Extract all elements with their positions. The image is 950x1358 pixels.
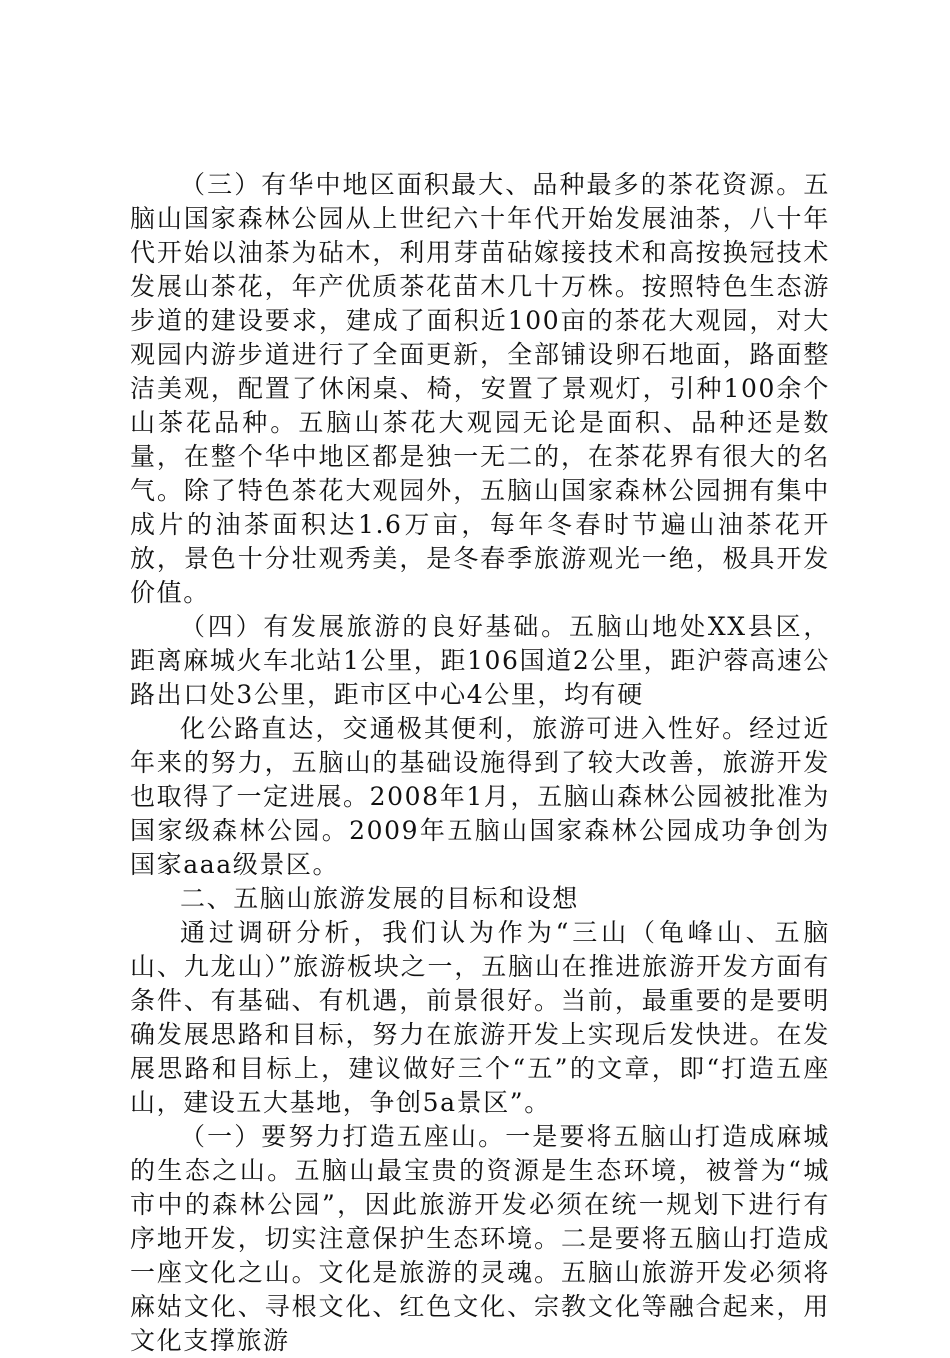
paragraph-tea-resources: （三）有华中地区面积最大、品种最多的茶花资源。五脑山国家森林公园从上世纪六十年代开始发展油茶，八十年代开始以油茶为砧木，利用芽苗砧嫁接技术和高按换冠技术发展山茶花，年产优质茶花苗木几十万株。按照特色生态游步道的建设要求，建成了面积近100亩的茶花大观园，对大观园内游步道进行了全面更新，全部铺设卵石地面，路面整洁美观，配置了休闲桌、椅，安置了景观灯，引种100余个山茶花品种。五脑山茶花大观园无论是面积、品种还是数量，在整个华中地区都是独一无二的，在茶花界有很大的名气。除了特色茶花大观园外，五脑山国家森林公园拥有集中成片的油茶面积达1.6万亩，每年冬春时节遍山油茶花开放，景色十分壮观秀美，是冬春季旅游观光一绝，极具开发价值。	[130, 170, 830, 607]
paragraph-goals: 通过调研分析，我们认为作为“三山（龟峰山、五脑山、九龙山）”旅游板块之一，五脑山在推进旅游开发方面有条件、有基础、有机遇，前景很好。当前，最重要的是要明确发展思路和目标，努力在旅游开发上实现后发快进。在发展思路和目标上，建议做好三个“五”的文章，即“打造五座山，建设五大基地，争创5a景区”。	[130, 918, 830, 1117]
document-body	[130, 168, 830, 1358]
section-heading: 二、五脑山旅游发展的目标和设想	[180, 884, 580, 913]
paragraph-tourism-foundation: （四）有发展旅游的良好基础。五脑山地处XX县区，距离麻城火车北站1公里，距106国道2公里，距沪蓉高速公路出口处3公里，距市区中心4公里，均有硬	[130, 612, 830, 709]
paragraph-tourism-foundation-cont: 化公路直达，交通极其便利，旅游可进入性好。经过近年来的努力，五脑山的基础设施得到了较大改善，旅游开发也取得了一定进展。2008年1月，五脑山森林公园被批准为国家级森林公园。2009年五脑山国家森林公园成功争创为国家aaa级景区。	[130, 714, 830, 879]
paragraph-five-mountains: （一）要努力打造五座山。一是要将五脑山打造成麻城的生态之山。五脑山最宝贵的资源是生态环境，被誉为“城市中的森林公园”，因此旅游开发必须在统一规划下进行有序地开发，切实注意保护生态环境。二是要将五脑山打造成一座文化之山。文化是旅游的灵魂。五脑山旅游开发必须将麻姑文化、寻根文化、红色文化、宗教文化等融合起来，用文化支撑旅游	[130, 1122, 830, 1355]
